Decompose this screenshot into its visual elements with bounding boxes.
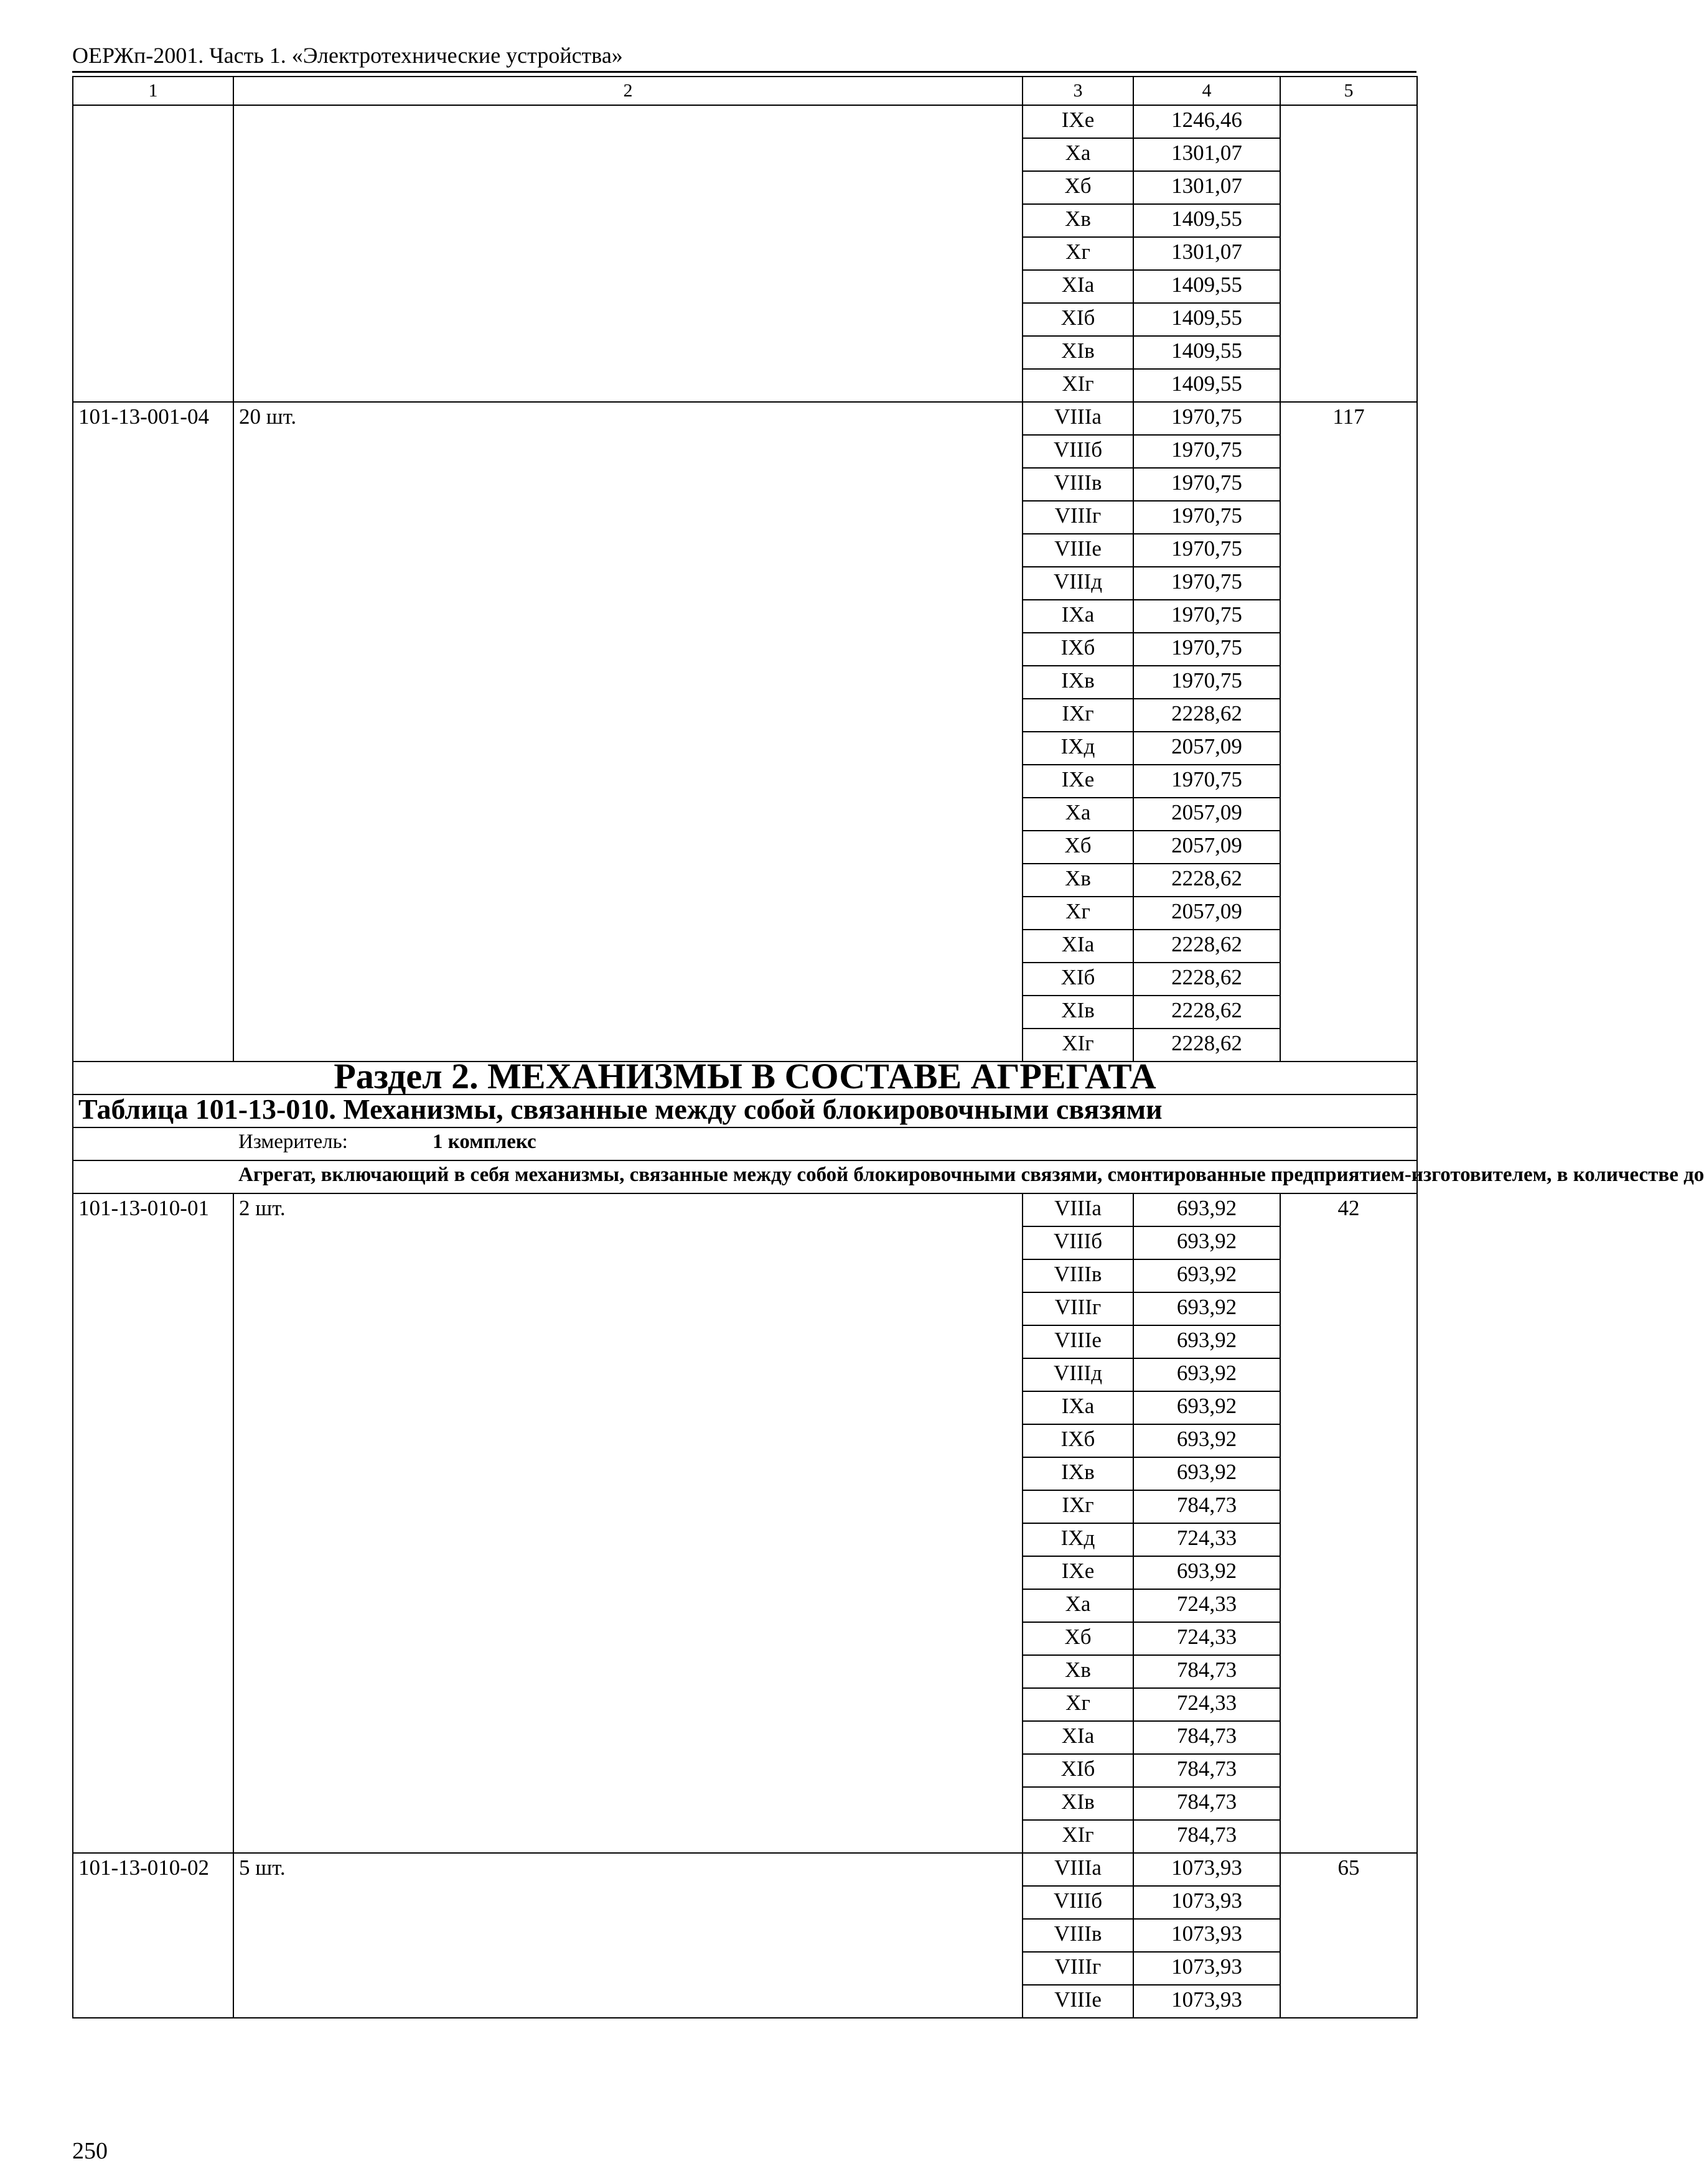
norm-code	[73, 105, 233, 402]
zone-category: Xв	[1023, 864, 1133, 897]
zone-category: VIIIб	[1023, 435, 1133, 468]
zone-category: Xа	[1023, 1589, 1133, 1622]
column-number-row	[73, 77, 1417, 105]
price-value: 2228,62	[1133, 1029, 1280, 1062]
price-value: 1301,07	[1133, 171, 1280, 204]
price-value: 784,73	[1133, 1655, 1280, 1688]
zone-category: IXе	[1023, 105, 1133, 138]
zone-category: IXв	[1023, 666, 1133, 699]
norm-col5	[1280, 105, 1417, 402]
zone-category: IXб	[1023, 633, 1133, 666]
zone-category: VIIIа	[1023, 1193, 1133, 1226]
zone-category: IXа	[1023, 1391, 1133, 1424]
zone-category: XIб	[1023, 963, 1133, 996]
price-value: 693,92	[1133, 1226, 1280, 1259]
table-row	[73, 1853, 1417, 1886]
zone-category: Xг	[1023, 897, 1133, 930]
running-header: ОЕРЖп-2001. Часть 1. «Электротехнические устройства»	[72, 43, 623, 68]
zone-category: IXг	[1023, 699, 1133, 732]
price-value: 1970,75	[1133, 501, 1280, 534]
norm-code: 101-13-010-02	[73, 1853, 233, 2018]
price-value: 1409,55	[1133, 303, 1280, 336]
zone-category: XIв	[1023, 996, 1133, 1029]
norm-col5: 117	[1280, 402, 1417, 1062]
zone-category: VIIIе	[1023, 534, 1133, 567]
price-value: 1409,55	[1133, 336, 1280, 369]
zone-category: VIIIе	[1023, 1325, 1133, 1358]
price-value: 784,73	[1133, 1787, 1280, 1820]
price-value: 1970,75	[1133, 567, 1280, 600]
zone-category: Xб	[1023, 171, 1133, 204]
zone-category: VIIIв	[1023, 468, 1133, 501]
norm-name: 20 шт.	[233, 402, 1023, 1062]
table-title-row	[73, 1094, 1417, 1127]
zone-category: VIIIе	[1023, 1985, 1133, 2018]
price-value: 2228,62	[1133, 864, 1280, 897]
column-number: 5	[1280, 77, 1417, 105]
zone-category: VIIIб	[1023, 1226, 1133, 1259]
zone-category: Xб	[1023, 831, 1133, 864]
zone-category: XIг	[1023, 369, 1133, 402]
price-value: 693,92	[1133, 1292, 1280, 1325]
zone-category: IXб	[1023, 1424, 1133, 1457]
price-value: 784,73	[1133, 1490, 1280, 1523]
zone-category: XIб	[1023, 303, 1133, 336]
price-value: 1073,93	[1133, 1853, 1280, 1886]
zone-category: VIIIв	[1023, 1259, 1133, 1292]
price-value: 1970,75	[1133, 600, 1280, 633]
measurer-value: 1 комплекс	[433, 1131, 536, 1153]
norm-name: 5 шт.	[233, 1853, 1023, 2018]
zone-category: XIг	[1023, 1029, 1133, 1062]
zone-category: IXв	[1023, 1457, 1133, 1490]
price-value: 1970,75	[1133, 666, 1280, 699]
zone-category: IXе	[1023, 765, 1133, 798]
price-value: 693,92	[1133, 1424, 1280, 1457]
price-value: 784,73	[1133, 1754, 1280, 1787]
zone-category: VIIIд	[1023, 567, 1133, 600]
header-rule	[72, 71, 1416, 73]
column-number: 1	[73, 77, 233, 105]
description-text: Агрегат, включающий в себя механизмы, связанные между собой блокировочными связями, смонтированные предприятием-изготовителем, в количестве до	[233, 1160, 1417, 1193]
section-row	[73, 1062, 1417, 1094]
price-value: 693,92	[1133, 1391, 1280, 1424]
price-value: 2057,09	[1133, 798, 1280, 831]
table-row	[73, 402, 1417, 435]
price-value: 784,73	[1133, 1721, 1280, 1754]
price-value: 693,92	[1133, 1556, 1280, 1589]
price-value: 784,73	[1133, 1820, 1280, 1853]
price-value: 2057,09	[1133, 897, 1280, 930]
zone-category: XIг	[1023, 1820, 1133, 1853]
zone-category: VIIIд	[1023, 1358, 1133, 1391]
price-value: 1409,55	[1133, 270, 1280, 303]
price-value: 693,92	[1133, 1358, 1280, 1391]
price-value: 1073,93	[1133, 1985, 1280, 2018]
price-value: 1301,07	[1133, 138, 1280, 171]
norms-table-body	[73, 77, 1704, 2018]
measurer-blank	[73, 1127, 233, 1160]
zone-category: XIв	[1023, 336, 1133, 369]
price-value: 1073,93	[1133, 1919, 1280, 1952]
zone-category: VIIIб	[1023, 1886, 1133, 1919]
price-value: 693,92	[1133, 1325, 1280, 1358]
price-value: 724,33	[1133, 1688, 1280, 1721]
zone-category: IXе	[1023, 1556, 1133, 1589]
zone-category: Xв	[1023, 1655, 1133, 1688]
zone-category: VIIIв	[1023, 1919, 1133, 1952]
price-value: 724,33	[1133, 1622, 1280, 1655]
price-value: 2228,62	[1133, 930, 1280, 963]
price-value: 1970,75	[1133, 468, 1280, 501]
price-value: 693,92	[1133, 1259, 1280, 1292]
zone-category: IXд	[1023, 732, 1133, 765]
zone-category: Xб	[1023, 1622, 1133, 1655]
zone-category: Xа	[1023, 138, 1133, 171]
zone-category: VIIIг	[1023, 501, 1133, 534]
price-value: 1073,93	[1133, 1952, 1280, 1985]
norm-col5: 42	[1280, 1193, 1417, 1853]
zone-category: VIIIа	[1023, 1853, 1133, 1886]
column-number: 2	[233, 77, 1023, 105]
section-title: Раздел 2. МЕХАНИЗМЫ В СОСТАВЕ АГРЕГАТА	[73, 1062, 1417, 1094]
zone-category: VIIIа	[1023, 402, 1133, 435]
norm-name: 2 шт.	[233, 1193, 1023, 1853]
price-value: 1409,55	[1133, 369, 1280, 402]
price-value: 2057,09	[1133, 732, 1280, 765]
price-value: 2228,62	[1133, 699, 1280, 732]
norm-col5: 65	[1280, 1853, 1417, 2018]
zone-category: Xв	[1023, 204, 1133, 237]
norm-code: 101-13-010-01	[73, 1193, 233, 1853]
price-value: 1301,07	[1133, 237, 1280, 270]
price-value: 2228,62	[1133, 963, 1280, 996]
price-value: 1970,75	[1133, 765, 1280, 798]
table-row	[73, 105, 1417, 138]
zone-category: IXа	[1023, 600, 1133, 633]
zone-category: IXг	[1023, 1490, 1133, 1523]
zone-category: XIб	[1023, 1754, 1133, 1787]
price-value: 1970,75	[1133, 534, 1280, 567]
zone-category: VIIIг	[1023, 1952, 1133, 1985]
column-number: 4	[1133, 77, 1280, 105]
zone-category: XIа	[1023, 1721, 1133, 1754]
price-value: 1970,75	[1133, 633, 1280, 666]
price-value: 1246,46	[1133, 105, 1280, 138]
price-value: 724,33	[1133, 1589, 1280, 1622]
zone-category: IXд	[1023, 1523, 1133, 1556]
column-number: 3	[1023, 77, 1133, 105]
measurer-row	[73, 1127, 1417, 1160]
price-value: 1970,75	[1133, 402, 1280, 435]
zone-category: XIа	[1023, 270, 1133, 303]
description-blank	[73, 1160, 233, 1193]
zone-category: XIв	[1023, 1787, 1133, 1820]
zone-category: Xг	[1023, 1688, 1133, 1721]
description-row	[73, 1160, 1417, 1193]
page-number: 250	[72, 2138, 108, 2164]
price-value: 2228,62	[1133, 996, 1280, 1029]
price-value: 1970,75	[1133, 435, 1280, 468]
norm-name	[233, 105, 1023, 402]
price-value: 693,92	[1133, 1457, 1280, 1490]
zone-category: Xа	[1023, 798, 1133, 831]
price-value: 1073,93	[1133, 1886, 1280, 1919]
zone-category: XIа	[1023, 930, 1133, 963]
norms-table	[72, 76, 1704, 2018]
price-value: 1409,55	[1133, 204, 1280, 237]
norm-code: 101-13-001-04	[73, 402, 233, 1062]
table-row	[73, 1193, 1417, 1226]
price-value: 724,33	[1133, 1523, 1280, 1556]
price-value: 2057,09	[1133, 831, 1280, 864]
zone-category: VIIIг	[1023, 1292, 1133, 1325]
price-value: 693,92	[1133, 1193, 1280, 1226]
measurer-cell	[233, 1127, 1417, 1160]
zone-category: Xг	[1023, 237, 1133, 270]
measurer-label: Измеритель:	[238, 1131, 348, 1153]
table-title: Таблица 101-13-010. Механизмы, связанные между собой блокировочными связями	[73, 1094, 1417, 1127]
